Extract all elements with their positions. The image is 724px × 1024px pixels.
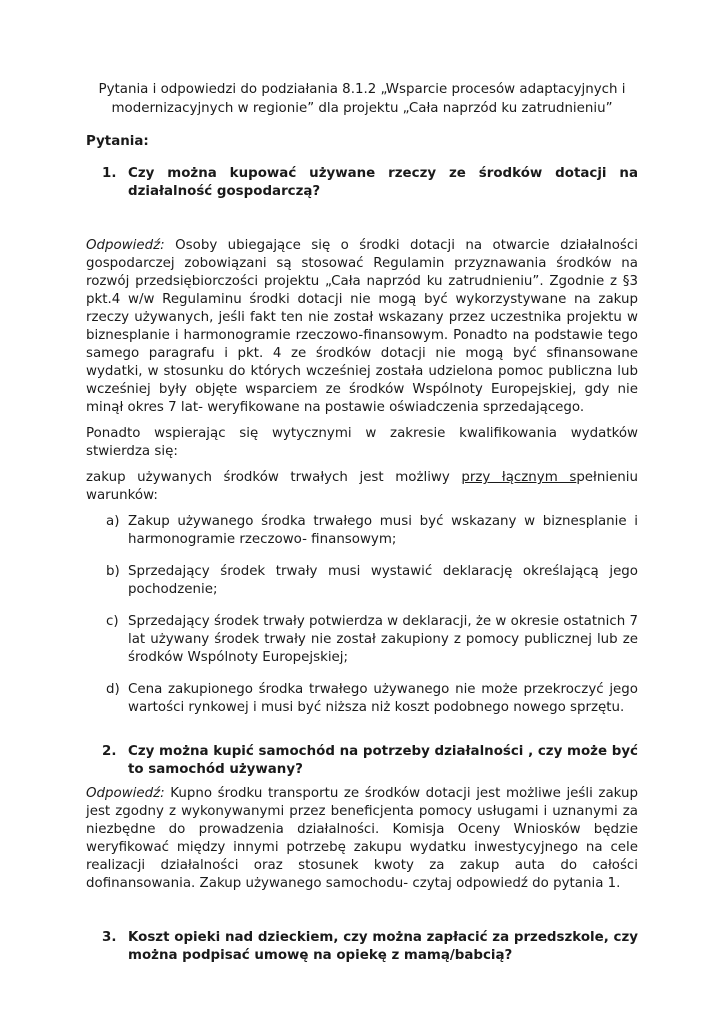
title-line-2: modernizacyjnych w regionie” dla projektu „Cała naprzód ku zatrudnieniu” [111, 101, 613, 116]
answer-1 [86, 237, 638, 417]
list-item [86, 563, 638, 599]
paragraph-text-end: pełnieniu warunków: [86, 470, 638, 503]
document-page [86, 70, 638, 965]
question-2 [86, 743, 638, 779]
list-item [86, 681, 638, 717]
list-item-text: Cena zakupionego środka trwałego używanego nie może przekroczyć jego wartości rynkowej i musi być niższa niż koszt podobnego nowego sprzętu. [128, 682, 638, 715]
list-item [86, 613, 638, 667]
list-item [86, 513, 638, 549]
list-item-marker: c) [106, 614, 119, 629]
answer-text: Osoby ubiegające się o środki dotacji na otwarcie działalności gospodarczej zobowiązani są stosować Regulamin przyznawania środków na rozwój przedsiębiorczości projektu „Cała naprzód ku zatrudnieniu”. Zgodnie z §3 pkt.4 w/w Regulaminu środki dotacji nie mogą być wykorzystywane na zakup rzeczy używanych, jeśli fakt ten nie został wskazany przez uczestnika projektu w biznesplanie i harmonogramie rzeczowo-finansowym. Ponadto na podstawie tego samego paragrafu i pkt. 4 ze środków dotacji nie mogą być sfinansowane wydatki, w stosunku do których wcześniej została udzielona pomoc publiczna lub wcześniej były objęte wsparciem ze środków Wspólnoty Europejskiej, gdy nie minął okres 7 lat- weryfikowane na postawie oświadczenia sprzedającego. [86, 238, 638, 415]
underlined-text: przy łącznym s [461, 470, 577, 485]
title-line-1: Pytania i odpowiedzi do podziałania 8.1.2 „Wsparcie procesów adaptacyjnych i [98, 82, 626, 97]
answer-label: Odpowiedź: [86, 238, 165, 253]
paragraph-text: zakup używanych środków trwałych jest możliwy [86, 470, 462, 485]
conditions-list [86, 513, 638, 717]
document-title [86, 80, 638, 118]
answer-2 [86, 785, 638, 893]
question-number: 1. [102, 166, 117, 181]
list-item-text: Sprzedający środek trwały musi wystawić deklarację określającą jego pochodzenie; [128, 564, 638, 597]
list-item-text: Zakup używanego środka trwałego musi być wskazany w biznesplanie i harmonogramie rzeczowo- finansowym; [128, 514, 638, 547]
question-text: Czy można kupić samochód na potrzeby działalności , czy może być to samochód używany? [128, 744, 638, 777]
question-number: 2. [102, 744, 117, 759]
answer-1-paragraph-2: Ponadto wspierając się wytycznymi w zakresie kwalifikowania wydatków stwierdza się: [86, 426, 638, 459]
question-text: Czy można kupować używane rzeczy ze środków dotacji na działalność gospodarczą? [128, 166, 638, 199]
question-1 [86, 165, 638, 201]
question-3 [86, 929, 638, 965]
question-number: 3. [102, 930, 117, 945]
list-item-marker: d) [106, 682, 120, 697]
list-item-marker: b) [106, 564, 120, 579]
list-item-text: Sprzedający środek trwały potwierdza w deklaracji, że w okresie ostatnich 7 lat używany środek trwały nie został zakupiony z pomocy publicznej lub ze środków Wspólnoty Europejskiej; [128, 614, 638, 665]
list-item-marker: a) [106, 514, 120, 529]
section-heading: Pytania: [86, 134, 149, 149]
question-text: Koszt opieki nad dzieckiem, czy można zapłacić za przedszkole, czy można podpisać umowę na opiekę z mamą/babcią? [128, 930, 638, 963]
answer-text: Kupno środku transportu ze środków dotacji jest możliwe jeśli zakup jest zgodny z wykonywanymi przez beneficjenta pomocy usługami i uznanymi za niezbędne do prowadzenia działalności. Komisja Oceny Wniosków będzie weryfikować między innymi potrzebę zakupu wydatku inwestycyjnego na cele realizacji działalności oraz stosunek kwoty za zakup auta do całości dofinansowania. Zakup używanego samochodu- czytaj odpowiedź do pytania 1. [86, 786, 638, 891]
answer-1-paragraph-3 [86, 469, 638, 505]
answer-label: Odpowiedź: [86, 786, 165, 801]
